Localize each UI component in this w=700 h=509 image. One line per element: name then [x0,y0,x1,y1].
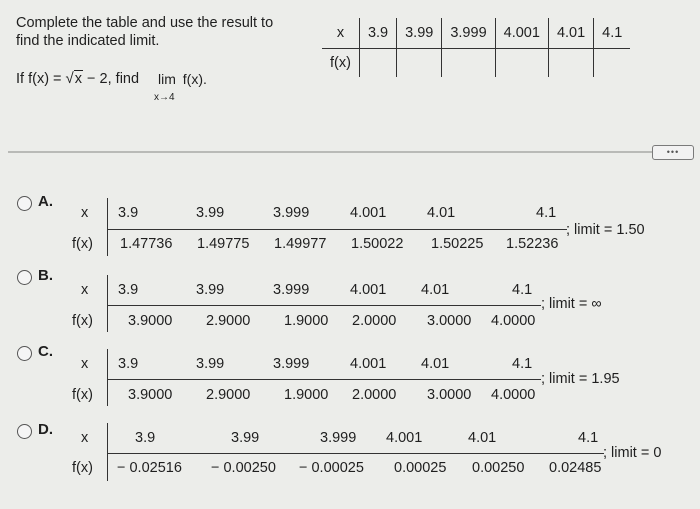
sqrt-icon: √ [65,70,74,87]
x-value: 4.001 [350,282,387,298]
fx-value: − 0.02516 [117,460,182,476]
question-line-2: find the indicated limit. [16,33,160,49]
fx-value: 1.50022 [351,236,404,252]
radio-a[interactable] [17,196,32,211]
fx-value: 4.0000 [491,313,536,329]
fx-value: 1.49977 [274,236,327,252]
prompt-prefix: If f(x) = [16,71,66,87]
x-value: 3.99 [231,430,260,446]
x-label: x [81,430,89,446]
fx-value: 2.0000 [352,313,397,329]
table-divider-h [107,229,567,230]
x-value: 3.99 [196,282,225,298]
x-value: 3.999 [273,356,310,372]
section-divider [8,151,694,153]
prompt-suffix: − 2, find [83,71,140,87]
table-divider-h [107,453,604,454]
option-letter: D. [38,421,53,438]
lim-subscript: x→4 [154,92,175,103]
fx-value: 1.50225 [431,236,484,252]
x-value: 3.99 [196,356,225,372]
fx-value: 3.9000 [128,387,173,403]
fx-value: 1.49775 [197,236,250,252]
qt-x-value: 3.99 [397,18,442,49]
x-value: 3.9 [118,356,139,372]
fx-value: − 0.00025 [299,460,364,476]
fx-value: 2.0000 [352,387,397,403]
table-divider-v [107,349,108,406]
fx-label: f(x) [72,387,93,403]
table-divider-h [107,379,541,380]
x-value: 3.9 [118,205,139,221]
x-value: 4.001 [350,205,387,221]
fx-label: f(x) [72,236,93,252]
x-value: 4.01 [468,430,497,446]
x-value: 4.01 [427,205,456,221]
table-divider-h [107,305,541,306]
table-divider-v [107,423,108,481]
limit-result: ; limit = 0 [603,445,662,461]
question-line-1: Complete the table and use the result to [16,15,274,31]
qt-fx-input[interactable] [397,49,442,78]
fx-value: − 0.00250 [211,460,276,476]
option-letter: A. [38,193,53,210]
lim-function: f(x). [182,71,207,87]
radio-b[interactable] [17,270,32,285]
fx-value: 1.9000 [284,387,329,403]
fx-value: 0.02485 [549,460,602,476]
fx-value: 0.00250 [472,460,525,476]
x-value: 4.1 [536,205,557,221]
qt-x-value: 3.9 [359,18,396,49]
x-value: 4.1 [512,282,533,298]
option-letter: C. [38,343,53,360]
x-value: 3.9 [118,282,139,298]
limit-result: ; limit = 1.95 [541,371,620,387]
fx-value: 3.9000 [128,313,173,329]
x-value: 3.999 [320,430,357,446]
x-label: x [81,205,89,221]
limit-expression [158,71,207,87]
option-letter: B. [38,267,53,284]
x-value: 3.999 [273,205,310,221]
fx-value: 2.9000 [206,313,251,329]
fx-value: 3.0000 [427,313,472,329]
x-value: 3.99 [196,205,225,221]
qt-fx-input[interactable] [548,49,593,78]
more-options-button[interactable]: ••• [652,145,694,160]
x-value: 3.9 [135,430,156,446]
qt-x-value: 4.1 [594,18,631,49]
x-value: 3.999 [273,282,310,298]
qt-fx-input[interactable] [442,49,495,78]
question-prompt [16,70,139,88]
fx-value: 1.52236 [506,236,559,252]
qt-fx-input[interactable] [359,49,396,78]
x-label: x [81,282,89,298]
radio-d[interactable] [17,424,32,439]
x-value: 4.01 [421,282,450,298]
limit-result: ; limit = ∞ [541,296,602,312]
qt-x-label: x [322,18,359,49]
fx-value: 4.0000 [491,387,536,403]
x-value: 4.1 [578,430,599,446]
qt-fx-label: f(x) [330,55,351,71]
lim-word: lim [158,71,176,87]
x-label: x [81,356,89,372]
qt-x-value: 4.01 [548,18,593,49]
qt-fx-input[interactable] [495,49,548,78]
fx-value: 0.00025 [394,460,447,476]
x-value: 4.001 [350,356,387,372]
fx-label: f(x) [72,460,93,476]
qt-x-value: 4.001 [495,18,548,49]
qt-fx-input[interactable] [594,49,631,78]
radicand: x [74,71,83,87]
x-value: 4.1 [512,356,533,372]
question-table [322,18,630,77]
x-value: 4.001 [386,430,423,446]
fx-value: 3.0000 [427,387,472,403]
fx-value: 1.9000 [284,313,329,329]
table-divider-v [107,198,108,256]
limit-result: ; limit = 1.50 [566,222,645,238]
fx-label: f(x) [72,313,93,329]
fx-value: 2.9000 [206,387,251,403]
radio-c[interactable] [17,346,32,361]
table-divider-v [107,275,108,332]
qt-x-value: 3.999 [442,18,495,49]
fx-value: 1.47736 [120,236,173,252]
x-value: 4.01 [421,356,450,372]
